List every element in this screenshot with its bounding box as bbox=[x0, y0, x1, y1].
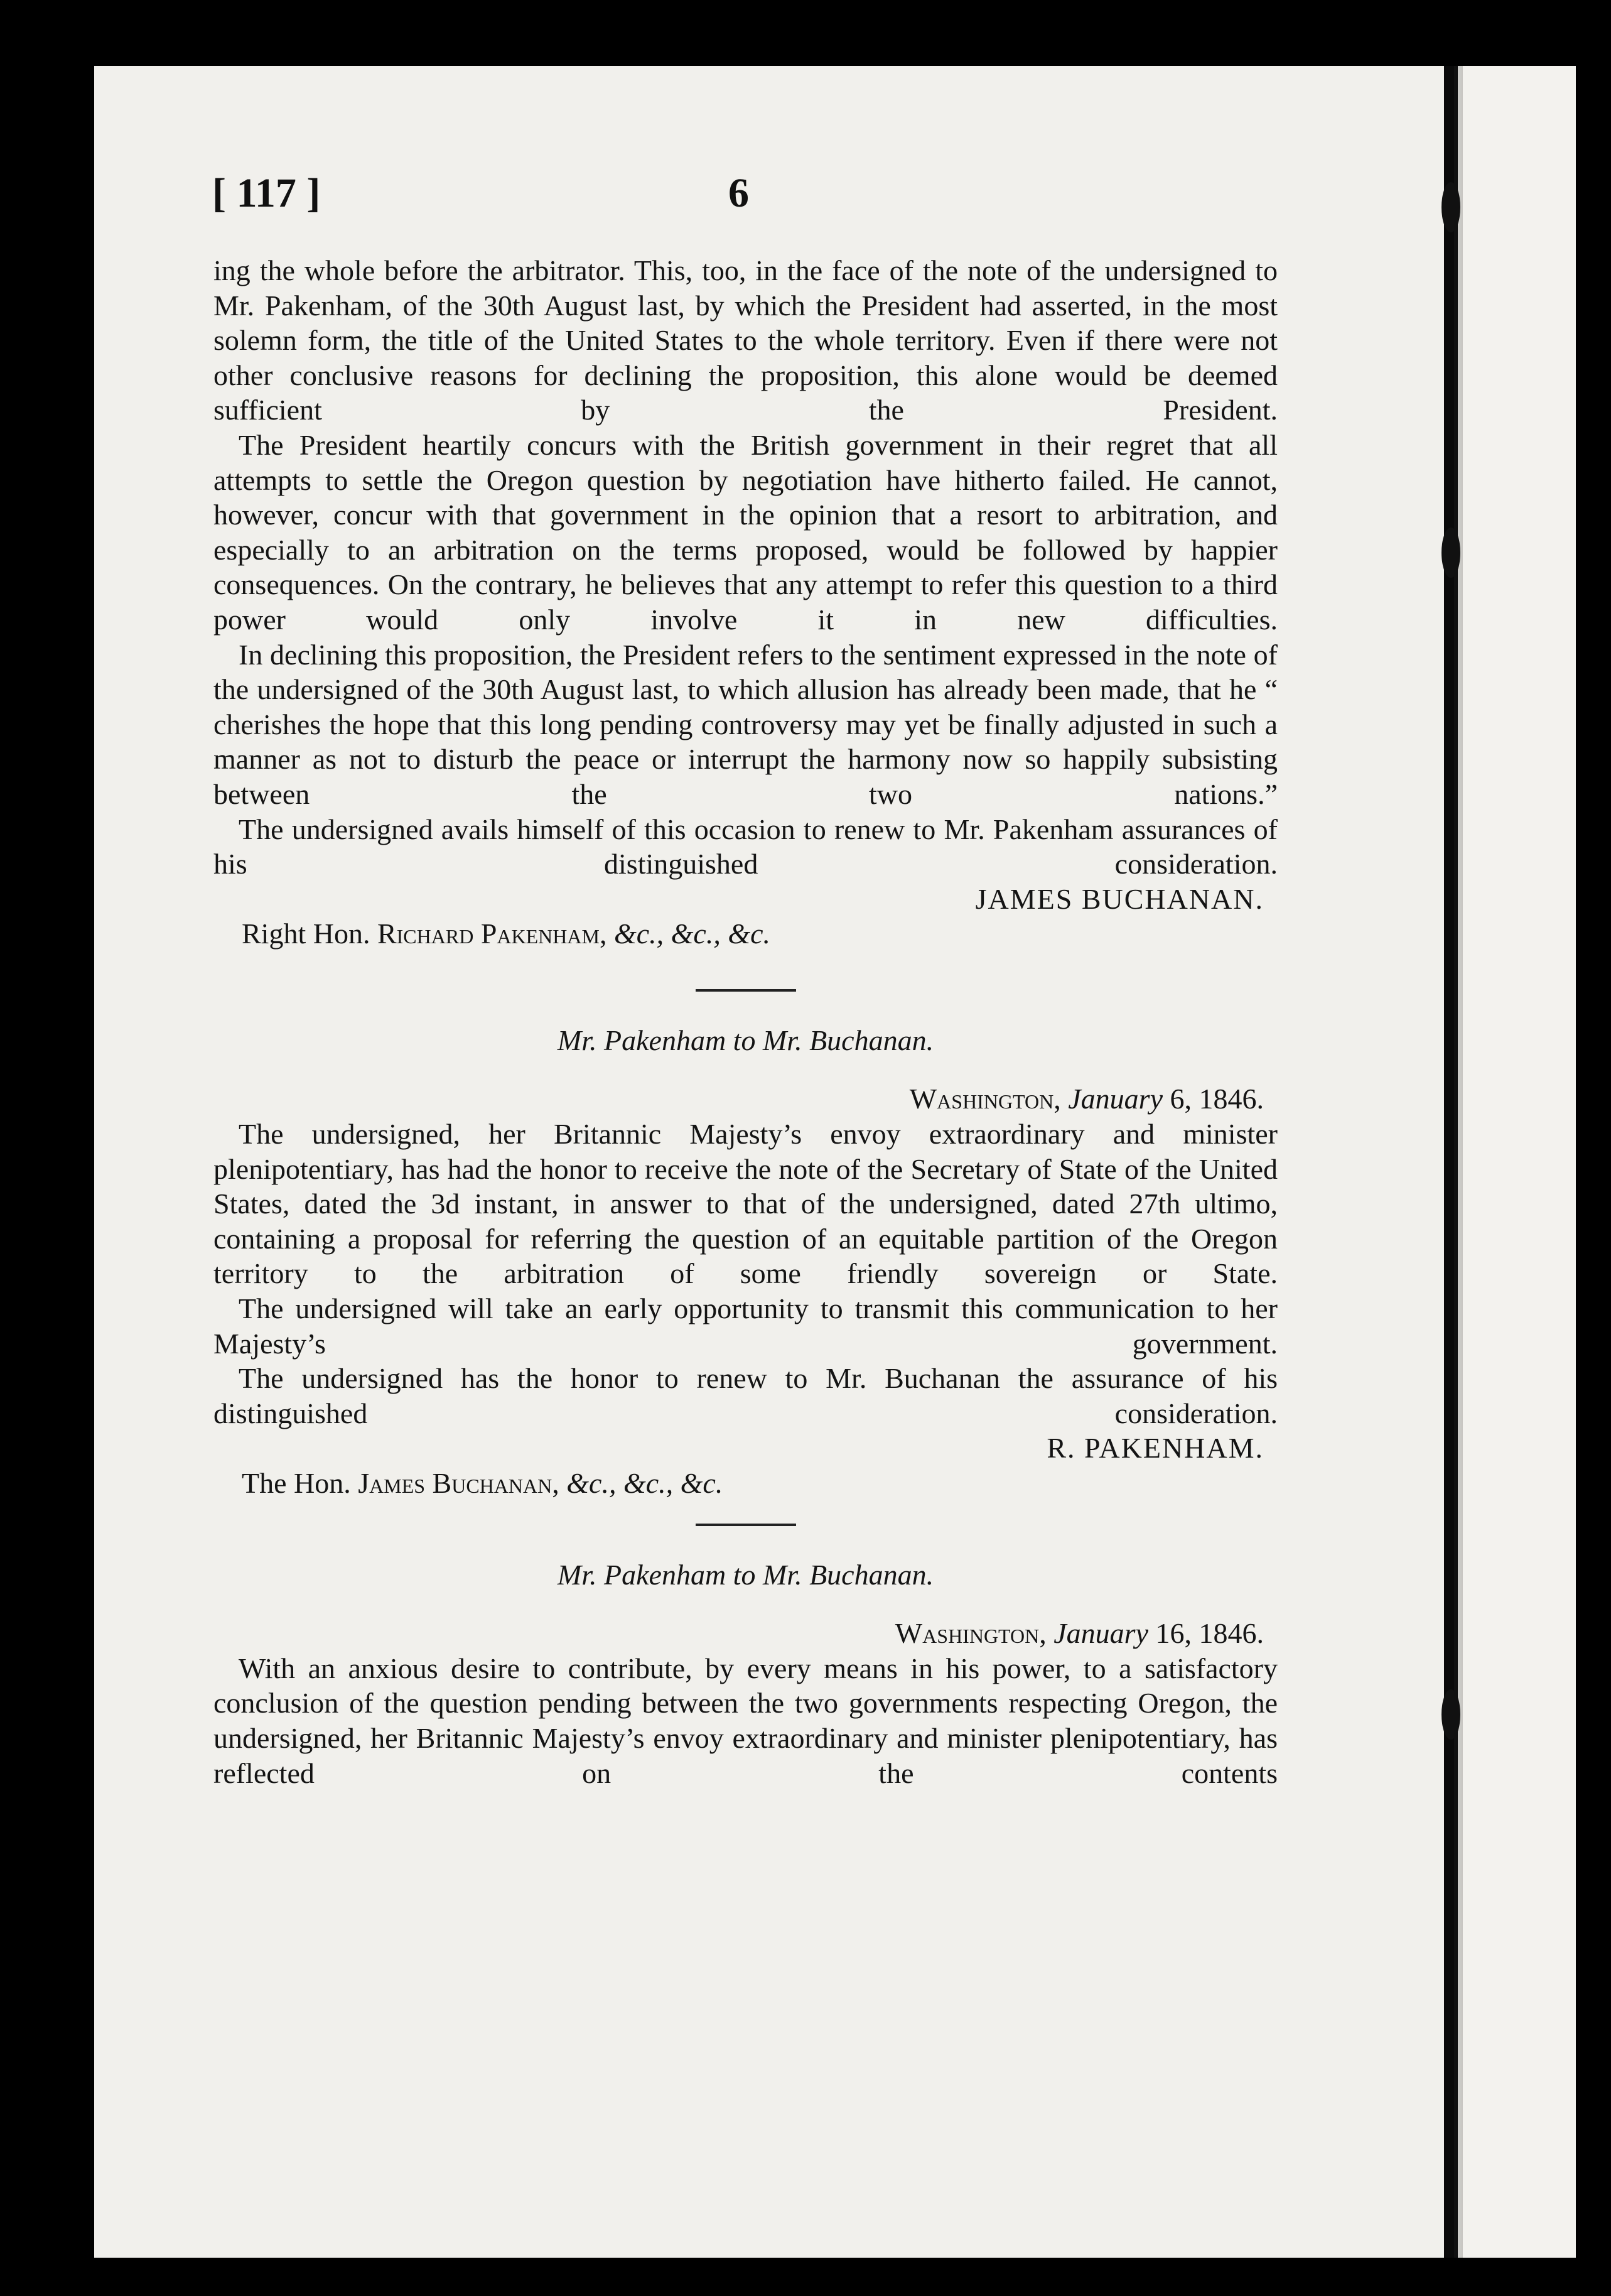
dateline-date: 16, 1846. bbox=[1155, 1617, 1264, 1650]
letter-title: Mr. Pakenham to Mr. Buchanan. bbox=[557, 1558, 934, 1591]
document-body bbox=[213, 253, 1278, 1790]
dateline-place: Washington, bbox=[895, 1617, 1047, 1650]
letter-dateline bbox=[213, 1081, 1278, 1117]
letter-title: Mr. Pakenham to Mr. Buchanan. bbox=[557, 1024, 934, 1056]
dateline-month: January bbox=[1053, 1617, 1148, 1650]
paragraph: ing the whole before the arbitrator. This, too, in the face of the note of the undersigned to Mr. Pakenham, of the 30th August last, by which the President had asserted, in the most solemn form, the title of the United States to the whole territory. Even if there were not other conclusive reasons for declining the proposition, this alone would be deemed sufficient by the President. bbox=[213, 254, 1278, 426]
paragraph: The undersigned, her Britannic Majesty’s envoy extraordinary and minister plenipotentiary, has had the honor to receive the note of the Secretary of State of the United States, dated the 3d instant, in answer to that of the undersigned, dated 27th ultimo, containing a proposal for referring the question of an equitable partition of the Oregon territory to the arbitration of some friendly sovereign or State. bbox=[213, 1118, 1278, 1290]
paragraph: With an anxious desire to contribute, by every means in his power, to a satisfactory conclusion of the question pending between the two governments respecting Oregon, the undersigned, her Britannic Majesty’s envoy extraordinary and minister plenipotentiary, has reflected on the contents bbox=[213, 1652, 1278, 1789]
addressee-prefix: Right Hon. bbox=[242, 918, 370, 950]
dateline-date: 6, 1846. bbox=[1170, 1083, 1264, 1115]
binding-mark bbox=[1441, 1689, 1460, 1740]
section-divider bbox=[696, 989, 796, 992]
paragraph: The President heartily concurs with the British government in their regret that all attempts to settle the Oregon question by negotiation have hitherto failed. He cannot, however, concur with that government in the opinion that a resort to arbitration, and especially to an arbitration on the terms proposed, would be followed by happier consequences. On the contrary, he believes that any attempt to refer this question to a third power would only involve it in new difficulties. bbox=[213, 428, 1278, 636]
addressee bbox=[213, 916, 1278, 951]
addressee-prefix: The Hon. bbox=[242, 1467, 351, 1499]
section-divider bbox=[696, 1524, 796, 1526]
dateline-place: Washington, bbox=[909, 1083, 1061, 1115]
addressee bbox=[213, 1466, 1278, 1501]
signature: JAMES BUCHANAN. bbox=[975, 882, 1264, 915]
addressee-name: Richard Pakenham, bbox=[377, 918, 607, 950]
document-number: [ 117 ] bbox=[212, 170, 321, 216]
paragraph: The undersigned will take an early opportunity to transmit this communication to her Majesty’s government. bbox=[213, 1292, 1278, 1360]
signature: R. PAKENHAM. bbox=[1047, 1432, 1264, 1465]
binding-line bbox=[1454, 66, 1458, 2258]
adjacent-page-strip bbox=[1463, 66, 1576, 2258]
page-number: 6 bbox=[728, 170, 749, 216]
binding-mark bbox=[1441, 528, 1460, 578]
letter-dateline bbox=[213, 1616, 1278, 1651]
paragraph: In declining this proposition, the President refers to the sentiment expressed in the note of the undersigned of the 30th August last, to which allusion has already been made, that he “ cherishes the hope that this long pending controversy may yet be finally adjusted in such a manner as not to disturb the peace or interrupt the harmony now so happily subsisting between the two nations.” bbox=[213, 638, 1278, 810]
dateline-month: January bbox=[1068, 1083, 1163, 1115]
paragraph: The undersigned has the honor to renew to Mr. Buchanan the assurance of his distinguished consideration. bbox=[213, 1362, 1278, 1429]
addressee-suffix: &c., &c., &c. bbox=[613, 918, 771, 950]
addressee-name: James Buchanan, bbox=[358, 1467, 559, 1499]
binding-mark bbox=[1441, 182, 1460, 232]
addressee-suffix: &c., &c., &c. bbox=[566, 1467, 723, 1499]
paragraph: The undersigned avails himself of this occasion to renew to Mr. Pakenham assurances of his distinguished consideration. bbox=[213, 813, 1278, 880]
